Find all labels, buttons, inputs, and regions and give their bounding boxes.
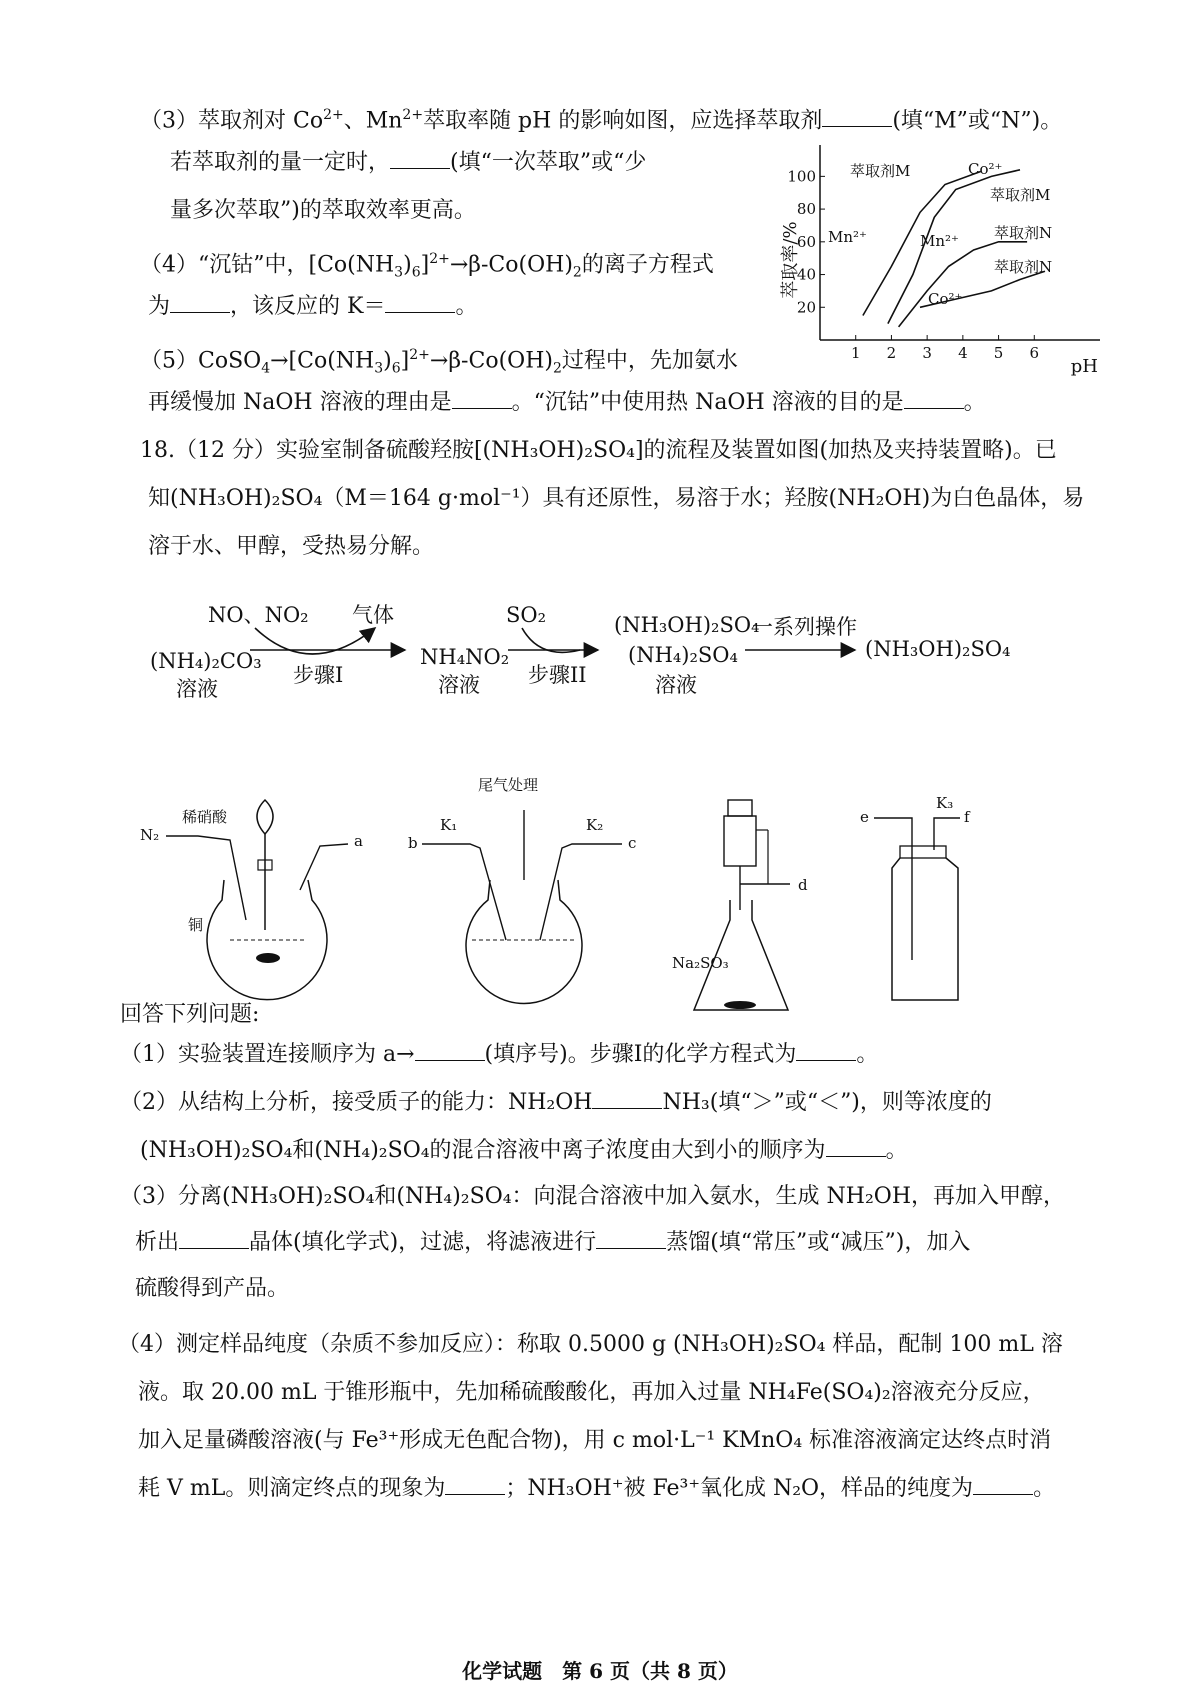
label-b: b <box>408 834 418 852</box>
q17-part4-line2: 为 ，该反应的 K＝ 。 <box>148 294 478 319</box>
label-extractant-n: 萃取剂N <box>994 224 1053 242</box>
answer-blank[interactable] <box>822 106 892 127</box>
answer-blank[interactable] <box>385 292 455 313</box>
label-na2so3: Na₂SO₃ <box>672 954 729 972</box>
label-tail-gas: 尾气处理 <box>478 776 539 794</box>
answer-4-line3: 加入足量磷酸溶液(与 Fe³⁺形成无色配合物)，用 c mol·L⁻¹ KMnO₄ 标准溶液滴定达终点时消 <box>138 1428 1052 1453</box>
label-co-top: Co²⁺ <box>968 160 1003 178</box>
answer-2-line1: （2）从结构上分析，接受质子的能力：NH₂OH NH₃(填“＞”或“＜”)，则等浓度的 <box>120 1090 992 1115</box>
label-k1: K₁ <box>440 816 458 834</box>
x-tick-label: 5 <box>993 344 1004 362</box>
apparatus-4 <box>860 794 1010 1035</box>
flow-step2-in: SO₂ <box>506 603 547 627</box>
x-tick-label: 1 <box>850 344 861 362</box>
q17-part5-line1: $(5)CoSO_4\to[Co(NH_3)_6]^{2+}\to\beta-Co(OH)_2$过程中，先加氨水 <box>140 347 738 377</box>
flow-mix2: (NH₄)₂SO₄ <box>628 643 738 667</box>
label-e: e <box>860 808 869 826</box>
label-extractant-m-right: 萃取剂M <box>990 186 1051 204</box>
answer-2-line2: (NH₃OH)₂SO₄和(NH₄)₂SO₄的混合溶液中离子浓度由大到小的顺序为 。 <box>140 1138 908 1163</box>
label-co-bottom: Co²⁺ <box>928 290 963 308</box>
answer-blank[interactable] <box>179 1228 249 1249</box>
y-tick-label: 80 <box>796 200 816 219</box>
chart-axes <box>787 145 1100 362</box>
y-tick-label: 60 <box>796 232 816 251</box>
y-tick-label: 100 <box>787 167 816 186</box>
answer-blank[interactable] <box>415 1040 485 1061</box>
answer-4-line2: 液。取 20.00 mL 于锥形瓶中，先加稀硫酸酸化，再加入过量 NH₄Fe(SO₄)₂溶液充分反应， <box>138 1380 1045 1405</box>
answer-4-line1: （4）测定样品纯度（杂质不参加反应）：称取 0.5000 g (NH₃OH)₂SO₄ 样品，配制 100 mL 溶 <box>118 1332 1063 1357</box>
answer-blank[interactable] <box>170 292 230 313</box>
q18-intro-2: 知(NH₃OH)₂SO₄（M＝164 g·mol⁻¹）具有还原性，易溶于水；羟胺(NH₂OH)为白色晶体，易 <box>148 486 1085 511</box>
y-tick-label: 20 <box>796 298 816 317</box>
label-c: c <box>628 834 637 852</box>
x-tick-label: 4 <box>958 344 968 362</box>
answer-blank[interactable] <box>973 1474 1033 1495</box>
answer-blank[interactable] <box>452 388 512 409</box>
extraction-rate-chart <box>780 150 1110 385</box>
label-extractant-m: 萃取剂M <box>850 162 911 180</box>
q18-intro-3: 溶于水、甲醇，受热易分解。 <box>148 534 435 559</box>
x-tick-label: 3 <box>922 344 932 362</box>
answer-3-line2: 析出 晶体(填化学式)，过滤，将滤液进行 蒸馏(填“常压”或“减压”)，加入 <box>135 1230 971 1255</box>
q18-intro-1: 18.（12 分）实验室制备硫酸羟胺[(NH₃OH)₂SO₄]的流程及装置如图(加热及夹持装置略)。已 <box>140 438 1057 463</box>
answer-3-line1: （3）分离(NH₃OH)₂SO₄和(NH₄)₂SO₄：向混合溶液中加入氨水，生成 NH₂OH，再加入甲醇， <box>120 1184 1066 1209</box>
label-extractant-n-2: 萃取剂N <box>994 258 1053 276</box>
q17-part4-line1: （4）“沉钴”中，$[Co(NH_3)_6]^{2+}\to\beta-Co(OH)_2$的离子方程式 <box>140 251 714 281</box>
y-tick-label: 40 <box>796 265 816 284</box>
label-dilute-nitric-acid: 稀硝酸 <box>182 808 228 826</box>
apparatus-2 <box>400 776 650 1035</box>
label-d: d <box>798 876 808 894</box>
chart-ylabel: 萃取率/% <box>780 221 801 299</box>
flow-mix-sub: 溶液 <box>655 673 697 697</box>
q17-part5-line2: 再缓慢加 NaOH 溶液的理由是 。“沉钴”中使用热 NaOH 溶液的目的是 。 <box>148 390 986 415</box>
answer-blank[interactable] <box>445 1474 505 1495</box>
label-k2: K₂ <box>586 816 604 834</box>
label-k3: K₃ <box>936 794 954 812</box>
flow-step2-curve <box>522 628 580 652</box>
flow-start: (NH₄)₂CO₃ <box>150 649 262 673</box>
label-n2: N₂ <box>140 826 160 844</box>
flow-ops: 一系列操作 <box>752 615 857 639</box>
answer-3-line3: 硫酸得到产品。 <box>135 1276 290 1301</box>
x-tick-label: 6 <box>1029 344 1040 362</box>
answer-4-line4: 耗 V mL。则滴定终点的现象为 ；NH₃OH⁺被 Fe³⁺氧化成 N₂O，样品的纯度为 。 <box>138 1476 1056 1501</box>
label-mn-mid: Mn²⁺ <box>920 232 959 250</box>
flow-step1-out: 气体 <box>352 603 394 627</box>
flow-mid-sub: 溶液 <box>438 673 480 697</box>
answer-blank[interactable] <box>826 1136 886 1157</box>
answer-blank[interactable] <box>904 388 964 409</box>
answer-blank[interactable] <box>596 1228 666 1249</box>
page-footer: 化学试题 第 6 页（共 8 页） <box>462 1659 738 1683</box>
flow-step1: 步骤I <box>293 663 344 687</box>
answer-1: （1）实验装置连接顺序为 a→ (填序号)。步骤I的化学方程式为 。 <box>120 1042 879 1067</box>
label-a: a <box>354 832 363 850</box>
answer-blank[interactable] <box>592 1088 662 1109</box>
q17-part3-line3: 量多次萃取”)的萃取效率更高。 <box>170 198 476 223</box>
apparatus-3 <box>672 800 850 1035</box>
answers-head: 回答下列问题: <box>120 1002 260 1027</box>
flow-end: (NH₃OH)₂SO₄ <box>865 637 1011 661</box>
q17-part3-line1: （3）萃取剂对 $Co^{2+}$、$Mn^{2+}$萃取率随 pH 的影响如图，应选择萃取剂 (填“M”或“N”)。 <box>140 107 1063 134</box>
flow-start-sub: 溶液 <box>176 677 218 701</box>
label-f: f <box>964 808 970 826</box>
flow-mid: NH₄NO₂ <box>420 645 510 669</box>
label-copper: 铜 <box>188 916 204 934</box>
x-tick-label: 2 <box>886 344 897 362</box>
flow-step1-in: NO、NO₂ <box>208 603 309 627</box>
chart-xlabel: pH <box>1070 356 1098 377</box>
process-flow <box>150 603 1110 740</box>
answer-blank[interactable] <box>390 148 450 169</box>
label-mn-left: Mn²⁺ <box>828 228 867 246</box>
answer-blank[interactable] <box>796 1040 856 1061</box>
flow-mix1: (NH₃OH)₂SO₄ <box>614 613 760 637</box>
flow-step2: 步骤II <box>528 663 587 687</box>
q17-part3-line2: 若萃取剂的量一定时， (填“一次萃取”或“少 <box>170 150 647 175</box>
